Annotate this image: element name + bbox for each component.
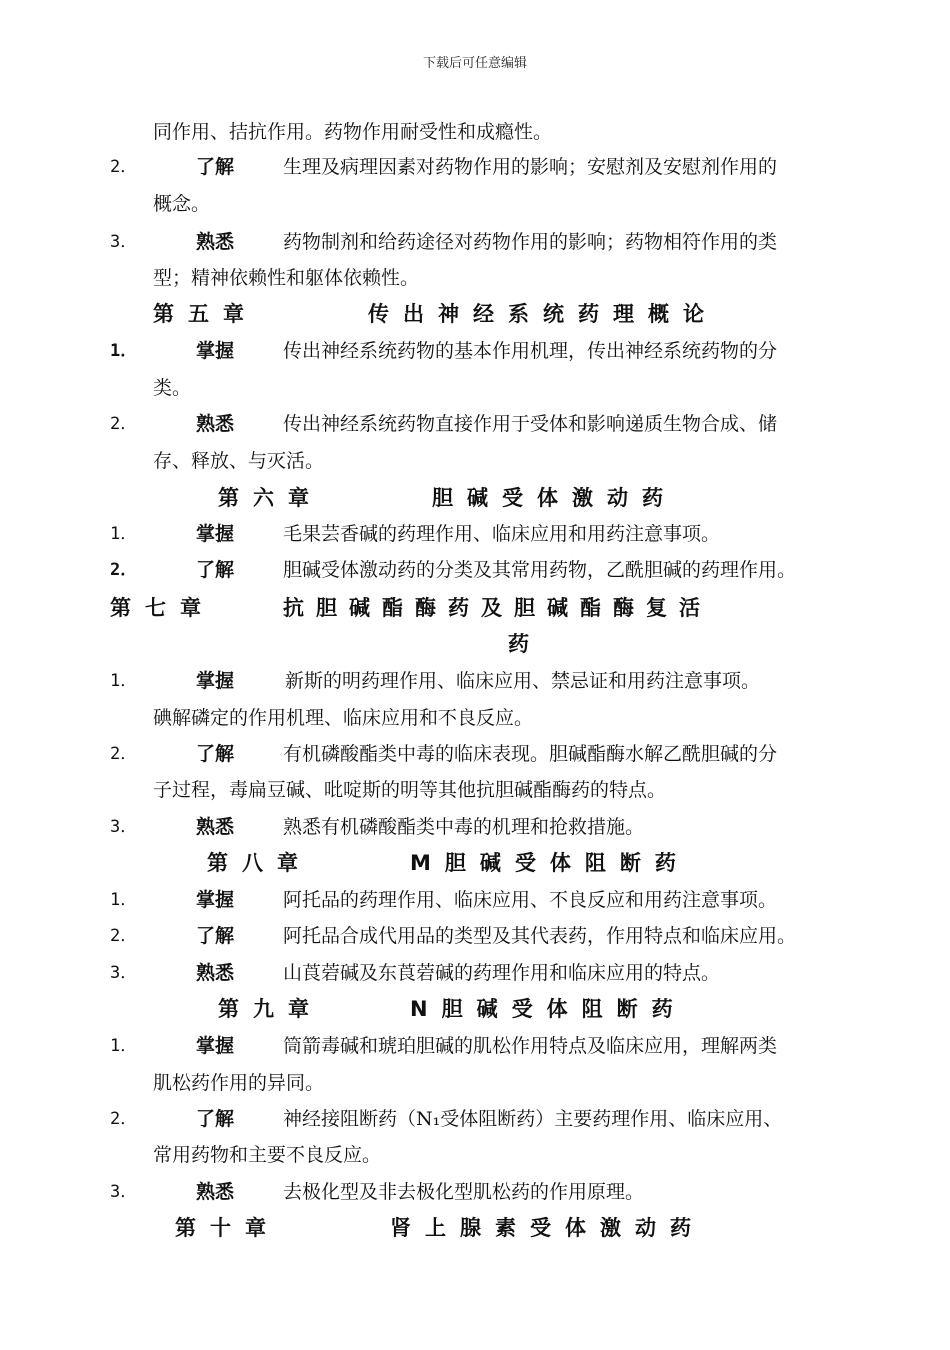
item-text: 生理及病理因素对药物作用的影响；安慰剂及安慰剂作用的 bbox=[283, 156, 778, 178]
chapter-title: 传出神经系统药理概论 bbox=[368, 302, 718, 326]
item-text: 传出神经系统药物直接作用于受体和影响递质生物合成、储 bbox=[283, 413, 778, 435]
item-text: 山莨菪碱及东莨菪碱的药理作用和临床应用的特点。 bbox=[283, 962, 721, 984]
item-number: 1． bbox=[110, 1036, 138, 1056]
item-number: 3． bbox=[110, 1182, 138, 1202]
list-item bbox=[0, 666, 950, 692]
item-level: 了解 bbox=[196, 156, 235, 178]
item-number: 3． bbox=[110, 963, 138, 983]
item-text: 毛果芸香碱的药理作用、临床应用和用药注意事项。 bbox=[283, 523, 721, 545]
chapter-title: N胆碱受体阻断药 bbox=[410, 997, 687, 1021]
item-continuation: 子过程，毒扁豆碱、吡啶斯的明等其他抗胆碱酯酶药的特点。 bbox=[153, 779, 667, 801]
item-continuation: 概念。 bbox=[153, 193, 211, 215]
item-level: 了解 bbox=[196, 743, 235, 765]
item-level: 掌握 bbox=[196, 340, 235, 362]
item-number: 3． bbox=[110, 232, 138, 252]
item-level: 熟悉 bbox=[196, 1181, 235, 1203]
list-item bbox=[0, 812, 950, 838]
item-level: 熟悉 bbox=[196, 231, 235, 253]
chapter-title: 肾上腺素受体激动药 bbox=[390, 1216, 705, 1240]
list-item bbox=[0, 227, 950, 253]
item-number: 1． bbox=[110, 890, 138, 910]
item-level: 掌握 bbox=[196, 889, 235, 911]
item-number: 1． bbox=[110, 524, 138, 544]
item-number: 2． bbox=[110, 414, 138, 434]
item-text: 筒箭毒碱和琥珀胆碱的肌松作用特点及临床应用，理解两类 bbox=[283, 1035, 778, 1057]
item-text: 传出神经系统药物的基本作用机理，传出神经系统药物的分 bbox=[283, 340, 778, 362]
item-number: 2． bbox=[110, 1109, 138, 1129]
item-number: 1． bbox=[110, 341, 138, 361]
chapter-number: 第六章 bbox=[218, 486, 323, 510]
page-header: 下载后可任意编辑 bbox=[422, 56, 527, 71]
chapter-title: 抗胆碱酯酶药及胆碱酯酶复活 bbox=[283, 596, 712, 620]
item-level: 了解 bbox=[196, 559, 235, 581]
chapter-title: 胆碱受体激动药 bbox=[432, 486, 677, 510]
item-continuation: 存、释放、与灭活。 bbox=[153, 450, 325, 472]
item-text: 神经接阻断药（N₁受体阻断药）主要药理作用、临床应用、 bbox=[283, 1108, 783, 1130]
item-number: 3． bbox=[110, 817, 138, 837]
item-number: 2． bbox=[110, 560, 138, 580]
item-continuation: 肌松药作用的异同。 bbox=[153, 1072, 325, 1094]
item-text: 去极化型及非去极化型肌松药的作用原理。 bbox=[283, 1181, 645, 1203]
item-level: 掌握 bbox=[196, 523, 235, 545]
list-item bbox=[0, 958, 950, 984]
item-number: 1． bbox=[110, 671, 138, 691]
list-item bbox=[0, 1104, 950, 1130]
item-continuation: 型；精神依赖性和躯体依赖性。 bbox=[153, 267, 420, 289]
list-item bbox=[0, 921, 950, 947]
item-level: 掌握 bbox=[196, 670, 235, 692]
item-text: 阿托品的药理作用、临床应用、不良反应和用药注意事项。 bbox=[283, 889, 778, 911]
item-level: 熟悉 bbox=[196, 816, 235, 838]
item-continuation: 碘解磷定的作用机理、临床应用和不良反应。 bbox=[153, 707, 534, 729]
item-level: 熟悉 bbox=[196, 962, 235, 984]
list-item bbox=[0, 885, 950, 911]
list-item bbox=[0, 336, 950, 362]
item-continuation: 类。 bbox=[153, 377, 192, 399]
intro-line: 同作用、拮抗作用。药物作用耐受性和成瘾性。 bbox=[153, 121, 553, 143]
item-level: 掌握 bbox=[196, 1035, 235, 1057]
chapter-title: M胆碱受体阻断药 bbox=[410, 851, 690, 875]
item-level: 了解 bbox=[196, 925, 235, 947]
item-number: 2． bbox=[110, 157, 138, 177]
item-text: 新斯的明药理作用、临床应用、禁忌证和用药注意事项。 bbox=[285, 670, 761, 692]
item-text: 有机磷酸酯类中毒的临床表现。胆碱酯酶水解乙酰胆碱的分 bbox=[283, 743, 778, 765]
chapter-number: 第八章 bbox=[207, 851, 312, 875]
item-text: 阿托品合成代用品的类型及其代表药，作用特点和临床应用。 bbox=[283, 925, 797, 947]
list-item bbox=[0, 555, 950, 581]
chapter-number: 第十章 bbox=[175, 1216, 280, 1240]
list-item bbox=[0, 739, 950, 765]
item-number: 2． bbox=[110, 926, 138, 946]
list-item bbox=[0, 1177, 950, 1203]
item-text: 药物制剂和给药途径对药物作用的影响；药物相符作用的类 bbox=[283, 231, 778, 253]
list-item bbox=[0, 1031, 950, 1057]
item-level: 熟悉 bbox=[196, 413, 235, 435]
item-text: 熟悉有机磷酸酯类中毒的机理和抢救措施。 bbox=[283, 816, 645, 838]
item-continuation: 常用药物和主要不良反应。 bbox=[153, 1144, 382, 1166]
chapter-title-continuation: 药 bbox=[508, 632, 543, 656]
item-text: 胆碱受体激动药的分类及其常用药物，乙酰胆碱的药理作用。 bbox=[283, 559, 797, 581]
item-number: 2． bbox=[110, 744, 138, 764]
chapter-number: 第九章 bbox=[218, 997, 323, 1021]
chapter-number: 第五章 bbox=[153, 302, 258, 326]
list-item bbox=[0, 152, 950, 178]
item-level: 了解 bbox=[196, 1108, 235, 1130]
list-item bbox=[0, 519, 950, 545]
list-item bbox=[0, 409, 950, 435]
chapter-number: 第七章 bbox=[110, 596, 215, 620]
